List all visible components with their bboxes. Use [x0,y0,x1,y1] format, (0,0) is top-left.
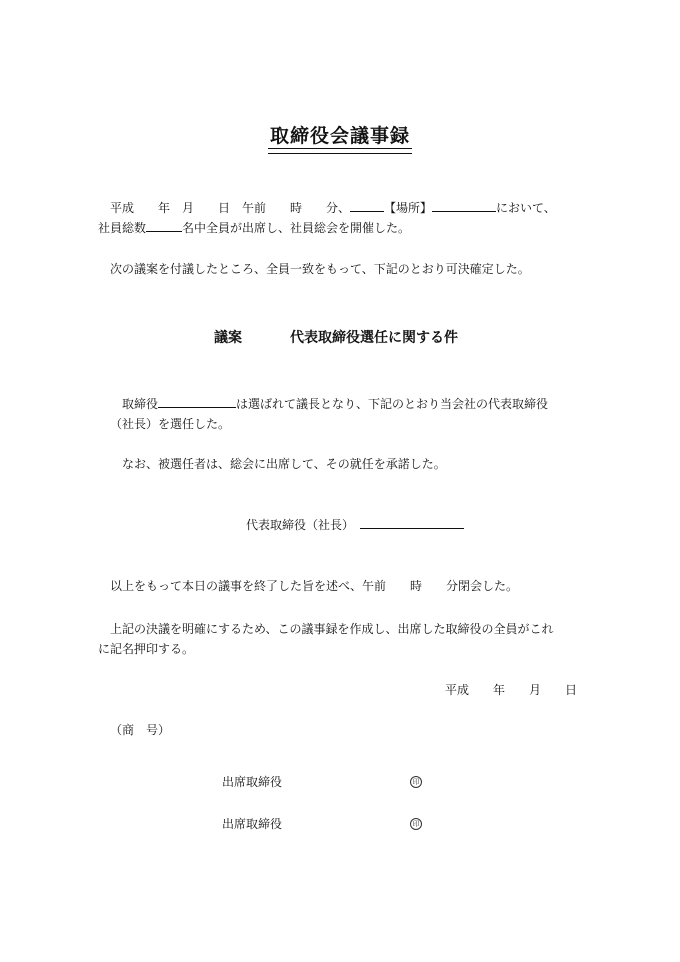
place-label: 【場所】 [384,201,433,215]
agenda-label: 議案 [214,330,242,346]
resolution-text: は選ばれて議長となり、下記のとおり当会社の代表取締役 [236,397,549,411]
company-name-label: （商 号） [110,723,171,737]
blank-field [350,200,384,212]
acceptance-text: なお、被選任者は、総会に出席して、その就任を承諾した。 [122,457,446,471]
opening-line-2 [98,220,410,236]
signatory-label: 出席取締役 [222,817,283,831]
document-title: 取締役会議事録 [269,125,410,147]
title-underline [268,148,412,154]
seal-mark: 印 [410,818,422,830]
attendance-text: 名中全員が出席し、社員総会を開催した。 [182,221,411,235]
certification-line-1: 上記の決議を明確にするため、この議事録を作成し、出席した取締役の全員がこれ [110,622,554,636]
opening-date-time: 平成 年 月 日 午前 時 分、 [110,201,351,215]
proposal-intro: 次の議案を付議したところ、全員一致をもって、下記のとおり可決確定した。 [110,262,530,276]
representative-line [246,517,464,533]
place-blank-field [432,200,496,212]
representative-label: 代表取締役（社長） [246,518,355,532]
opening-text: において、 [496,201,556,215]
representative-name-blank-field [360,517,464,529]
seal-mark: 印 [410,776,422,788]
date-line: 平成 年 月 日 [445,683,578,697]
agenda-subject: 代表取締役選任に関する件 [290,330,458,346]
director-label: 取締役 [122,397,159,411]
signatory-label: 出席取締役 [222,775,283,789]
resolution-line-1 [122,396,548,412]
member-count-blank-field [146,220,182,232]
closing-text: 以上をもって本日の議事を終了した旨を述べ、午前 時 分閉会した。 [110,579,519,593]
opening-line-1 [110,200,556,216]
resolution-line-2: （社長）を選任した。 [110,417,231,431]
director-name-blank-field [158,396,236,408]
certification-line-2: に記名押印する。 [98,642,195,656]
member-count-label: 社員総数 [98,221,147,235]
